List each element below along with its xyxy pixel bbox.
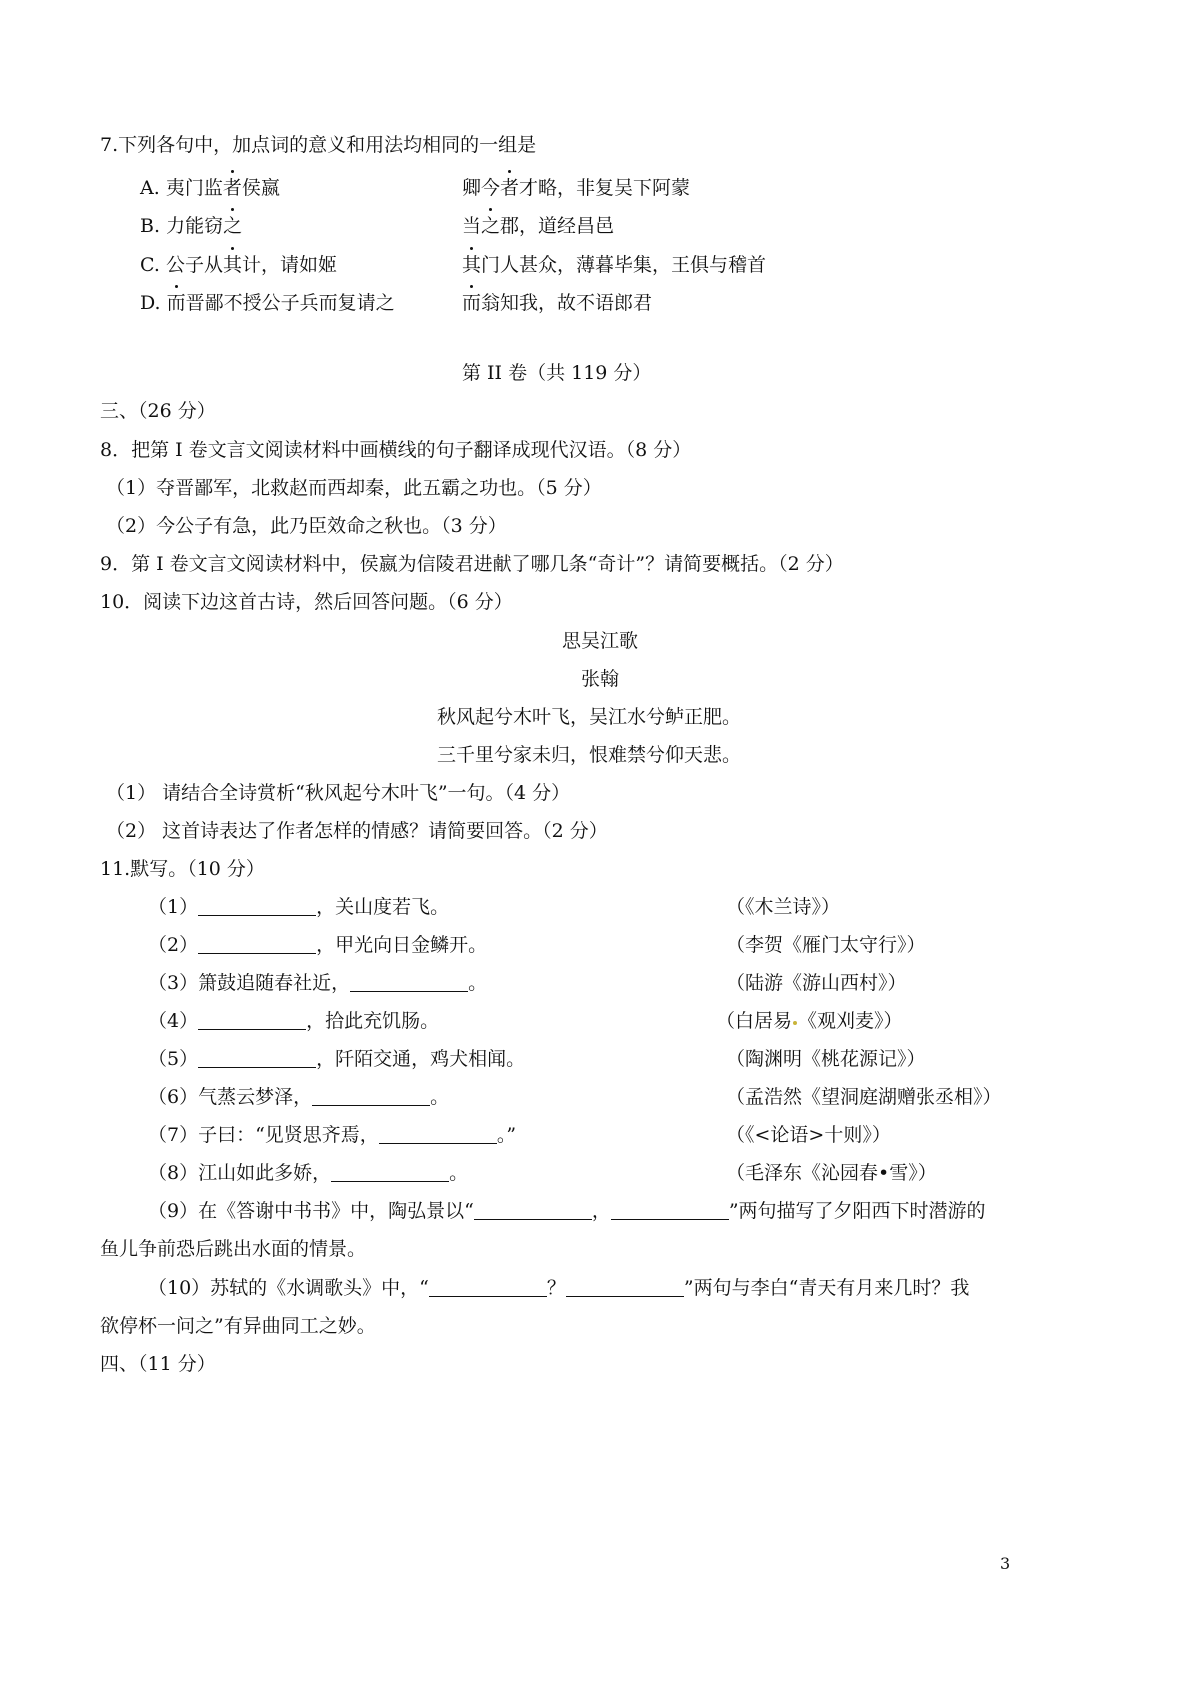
poem-line-1: 秋风起兮木叶飞，吴江水兮鲈正肥。	[437, 706, 742, 728]
q10-stem: 10．阅读下边这首古诗，然后回答问题。（6 分）	[100, 591, 513, 613]
item-number: （5）	[148, 1048, 199, 1070]
q11-item-6	[148, 1084, 449, 1110]
dotted-word: 之	[223, 215, 243, 237]
option-text: 公子从	[165, 254, 223, 276]
dotted-word: 其	[222, 254, 242, 276]
poem-author: 张翰	[580, 668, 619, 690]
q7-option-b-right	[462, 213, 614, 239]
option-text: 晋鄙不授公子兵而复请之	[185, 292, 395, 314]
answer-blank[interactable]	[474, 1199, 592, 1220]
answer-blank[interactable]	[198, 933, 316, 954]
q11-item-4	[148, 1008, 439, 1034]
item-text: 气蒸云梦泽，	[198, 1086, 313, 1108]
option-text: 才略，非复吴下阿蒙	[519, 177, 691, 199]
q7-option-c-right	[462, 252, 766, 278]
item-text: 。	[430, 1086, 450, 1108]
dotted-word: 者	[222, 177, 242, 199]
item-number: （4）	[148, 1010, 199, 1032]
answer-blank[interactable]	[350, 971, 468, 992]
item-text: 。	[468, 972, 488, 994]
item-text: 。	[449, 1162, 469, 1184]
q7-option-a-left	[140, 175, 280, 201]
q11-item-2	[148, 932, 487, 958]
stray-mark	[793, 1021, 797, 1025]
answer-blank[interactable]	[198, 1047, 316, 1068]
poem-line-2: 三千里兮家未归，恨难禁兮仰天悲。	[437, 744, 742, 766]
q7-stem: 7.下列各句中，加点词的意义和用法均相同的一组是	[100, 134, 537, 156]
answer-blank[interactable]	[566, 1276, 684, 1297]
poem-title: 思吴江歌	[561, 630, 638, 652]
item-text: 子曰：“见贤思齐焉，	[198, 1124, 379, 1146]
q11-item-9	[148, 1198, 986, 1224]
q11-item-4-source	[716, 1008, 903, 1034]
q11-item-5-source: （陶渊明《桃花源记》）	[726, 1048, 926, 1070]
q11-item-1-source: （《木兰诗》）	[726, 896, 841, 918]
q8-item-1: （1）夺晋鄙军，北救赵而西却秦，此五霸之功也。（5 分）	[106, 477, 602, 499]
item-text: （10）苏轼的《水调歌头》中，“	[148, 1277, 429, 1299]
item-number: （7）	[148, 1124, 199, 1146]
answer-blank[interactable]	[611, 1199, 729, 1220]
answer-blank[interactable]	[429, 1276, 547, 1297]
option-text: 侯嬴	[241, 177, 280, 199]
option-text: 计，请如姬	[241, 254, 337, 276]
answer-blank[interactable]	[198, 895, 316, 916]
q11-item-8	[148, 1160, 468, 1186]
item-number: （2）	[148, 934, 199, 956]
option-label: B.	[140, 215, 161, 237]
source-text: 《观刈麦》）	[798, 1010, 903, 1032]
q7-option-d-right	[462, 290, 652, 316]
item-text: 江山如此多娇，	[198, 1162, 332, 1184]
item-text: ，关山度若飞。	[316, 896, 450, 918]
dotted-word: 者	[500, 177, 520, 199]
q11-item-3-source: （陆游《游山西村》）	[726, 972, 907, 994]
dotted-word: 而	[462, 292, 482, 314]
dotted-word: 其	[462, 254, 482, 276]
q11-item-7	[148, 1122, 516, 1148]
section-3-heading: 三、（26 分）	[100, 400, 216, 422]
option-text: 夷门监	[165, 177, 223, 199]
q8-stem: 8．把第 I 卷文言文阅读材料中画横线的句子翻译成现代汉语。（8 分）	[100, 439, 692, 461]
q11-item-10-cont: 欲停杯一问之”有异曲同工之妙。	[100, 1315, 376, 1337]
option-text: 力能窃	[166, 215, 224, 237]
section-4-heading: 四、（11 分）	[100, 1353, 216, 1375]
answer-blank[interactable]	[379, 1123, 497, 1144]
q11-item-7-source: （《<论语>十则》）	[726, 1124, 891, 1146]
option-text: 郡，道经昌邑	[500, 215, 615, 237]
q8-item-2: （2）今公子有急，此乃臣效命之秋也。（3 分）	[106, 515, 507, 537]
item-text: ”两句描写了夕阳西下时潜游的	[728, 1200, 986, 1222]
item-number: （8）	[148, 1162, 199, 1184]
answer-blank[interactable]	[312, 1085, 430, 1106]
option-text: 当	[462, 215, 482, 237]
q7-option-b-left	[140, 213, 242, 239]
source-text: （白居易	[716, 1010, 793, 1032]
q11-item-5	[148, 1046, 525, 1072]
item-text: 。”	[496, 1124, 517, 1146]
answer-blank[interactable]	[331, 1161, 449, 1182]
q7-option-a-right	[462, 175, 690, 201]
option-label: C.	[140, 254, 160, 276]
item-text: （9）在《答谢中书书》中，陶弘景以“	[148, 1200, 474, 1222]
q11-item-1	[148, 894, 449, 920]
q11-item-8-source: （毛泽东《沁园春•雪》）	[726, 1162, 937, 1184]
option-label: D.	[140, 292, 161, 314]
dotted-word: 之	[481, 215, 501, 237]
option-text: 门人甚众，薄暮毕集，王俱与稽首	[481, 254, 767, 276]
part2-title: 第 II 卷（共 119 分）	[462, 362, 652, 384]
q9-stem: 9．第 I 卷文言文阅读材料中，侯嬴为信陵君进献了哪几条“奇计”？请简要概括。（2 分）	[100, 553, 844, 575]
q11-item-3	[148, 970, 487, 996]
item-text: ，	[591, 1200, 611, 1222]
answer-blank[interactable]	[198, 1009, 306, 1030]
item-number: （3）	[148, 972, 199, 994]
option-text: 卿今	[462, 177, 501, 199]
q11-item-6-source: （孟浩然《望洞庭湖赠张丞相》）	[726, 1086, 1002, 1108]
q11-item-2-source: （李贺《雁门太守行》）	[726, 934, 926, 956]
dotted-word: 而	[166, 292, 186, 314]
item-text: ？	[546, 1277, 566, 1299]
item-text: ，阡陌交通，鸡犬相闻。	[316, 1048, 526, 1070]
item-number: （1）	[148, 896, 199, 918]
item-text: ”两句与李白“青天有月来几时？我	[683, 1277, 970, 1299]
option-text: 翁知我，故不语郎君	[481, 292, 653, 314]
q10-item-2: （2） 这首诗表达了作者怎样的情感？请简要回答。（2 分）	[106, 820, 608, 842]
q7-option-d-left	[140, 290, 395, 316]
item-number: （6）	[148, 1086, 199, 1108]
item-text: ，拾此充饥肠。	[306, 1010, 440, 1032]
q11-item-9-cont: 鱼儿争前恐后跳出水面的情景。	[100, 1238, 367, 1260]
item-text: 箫鼓追随春社近，	[198, 972, 351, 994]
q10-item-1: （1） 请结合全诗赏析“秋风起兮木叶飞”一句。（4 分）	[106, 782, 571, 804]
q7-option-c-left	[140, 252, 337, 278]
q11-stem: 11.默写。（10 分）	[100, 858, 265, 880]
item-text: ，甲光向日金鳞开。	[316, 934, 488, 956]
page-number: 3	[1000, 1554, 1011, 1573]
q11-item-10	[148, 1275, 969, 1301]
option-label: A.	[140, 177, 160, 199]
